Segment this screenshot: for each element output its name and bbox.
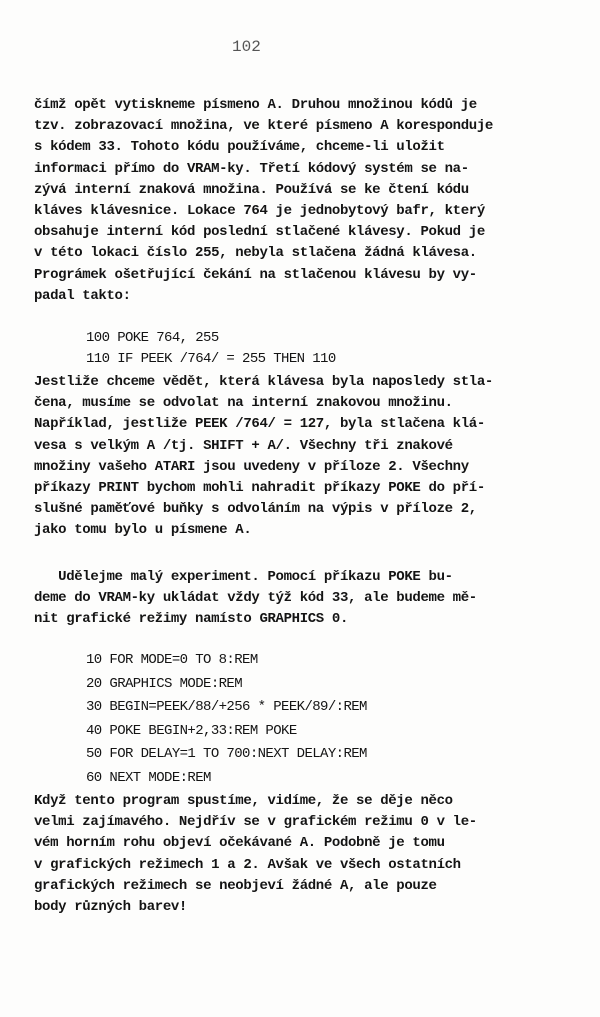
text-line: příkazy PRINT bychom mohli nahradit příkazy POKE do pří- [34, 479, 485, 496]
text-line: Jestliže chceme vědět, která klávesa byla naposledy stla- [34, 374, 493, 390]
text-line: zývá interní znaková množina. Používá se ke čtení kódu [34, 181, 469, 198]
text-line: grafických režimech se neobjeví žádné A, ale pouze [34, 877, 437, 894]
text-line: tzv. zobrazovací množina, ve které písmeno A koresponduje [34, 118, 493, 135]
code-line: 20 GRAPHICS MODE:REM [86, 675, 243, 692]
text-line: obsahuje interní kód poslední stlačené klávesy. Pokud je [34, 224, 485, 241]
paragraph-character-codes [34, 95, 574, 307]
text-line: vém horním rohu objeví očekávané A. Podobně je tomu [34, 835, 445, 852]
paragraph-experiment [34, 567, 574, 631]
page-number: 102 [232, 38, 261, 56]
code-line: 110 IF PEEK /764/ = 255 THEN 110 [86, 351, 336, 368]
text-line: velmi zajímavého. Nejdřív se v grafickém režimu 0 v le- [34, 814, 477, 831]
text-line: v této lokaci číslo 255, nebyla stlačena žádná klávesa. [34, 245, 477, 262]
code-line: 100 POKE 764, 255 [86, 330, 219, 346]
text-line: Například, jestliže PEEK /764/ = 127, byla stlačena klá- [34, 416, 485, 433]
text-line: nit grafické režimy namísto GRAPHICS 0. [34, 611, 349, 628]
paragraph-internal-character-set [34, 372, 574, 542]
text-line: čena, musíme se odvolat na interní znakovou množinu. [34, 395, 453, 412]
text-line: s kódem 33. Tohoto kódu používáme, chceme-li uložit [34, 139, 445, 156]
text-line: body různých barev! [34, 898, 187, 915]
text-line: padal takto: [34, 287, 131, 304]
text-line: jako tomu bylo u písmene A. [34, 522, 252, 539]
code-line: 10 FOR MODE=0 TO 8:REM [86, 652, 258, 668]
text-line: kláves klávesnice. Lokace 764 je jednobytový bafr, který [34, 202, 485, 219]
code-line: 60 NEXT MODE:REM [86, 769, 211, 786]
text-line: Udělejme malý experiment. Pomocí příkazu POKE bu- [34, 569, 453, 585]
text-line: čímž opět vytiskneme písmeno A. Druhou množinou kódů je [34, 97, 477, 113]
text-line: informaci přímo do VRAM-ky. Třetí kódový systém se na- [34, 160, 469, 177]
text-line: Když tento program spustíme, vidíme, že se děje něco [34, 793, 453, 809]
text-line: vesa s velkým A /tj. SHIFT + A/. Všechny tři znakové [34, 437, 453, 454]
text-line: v grafických režimech 1 a 2. Avšak ve všech ostatních [34, 856, 461, 873]
code-line: 50 FOR DELAY=1 TO 700:NEXT DELAY:REM [86, 746, 367, 763]
text-line: slušné paměťové buňky s odvoláním na výpis v příloze 2, [34, 501, 477, 518]
text-line: deme do VRAM-ky ukládat vždy týž kód 33, ale budeme mě- [34, 590, 477, 607]
code-line: 40 POKE BEGIN+2,33:REM POKE [86, 722, 297, 739]
paragraph-result [34, 791, 574, 918]
text-line: Prográmek ošetřující čekání na stlačenou klávesu by vy- [34, 266, 477, 283]
code-listing-keyboard-wait [86, 328, 600, 370]
code-line: 30 BEGIN=PEEK/88/+256 * PEEK/89/:REM [86, 699, 367, 716]
code-listing-graphics-modes [86, 649, 600, 791]
text-line: množiny vašeho ATARI jsou uvedeny v příloze 2. Všechny [34, 458, 469, 475]
